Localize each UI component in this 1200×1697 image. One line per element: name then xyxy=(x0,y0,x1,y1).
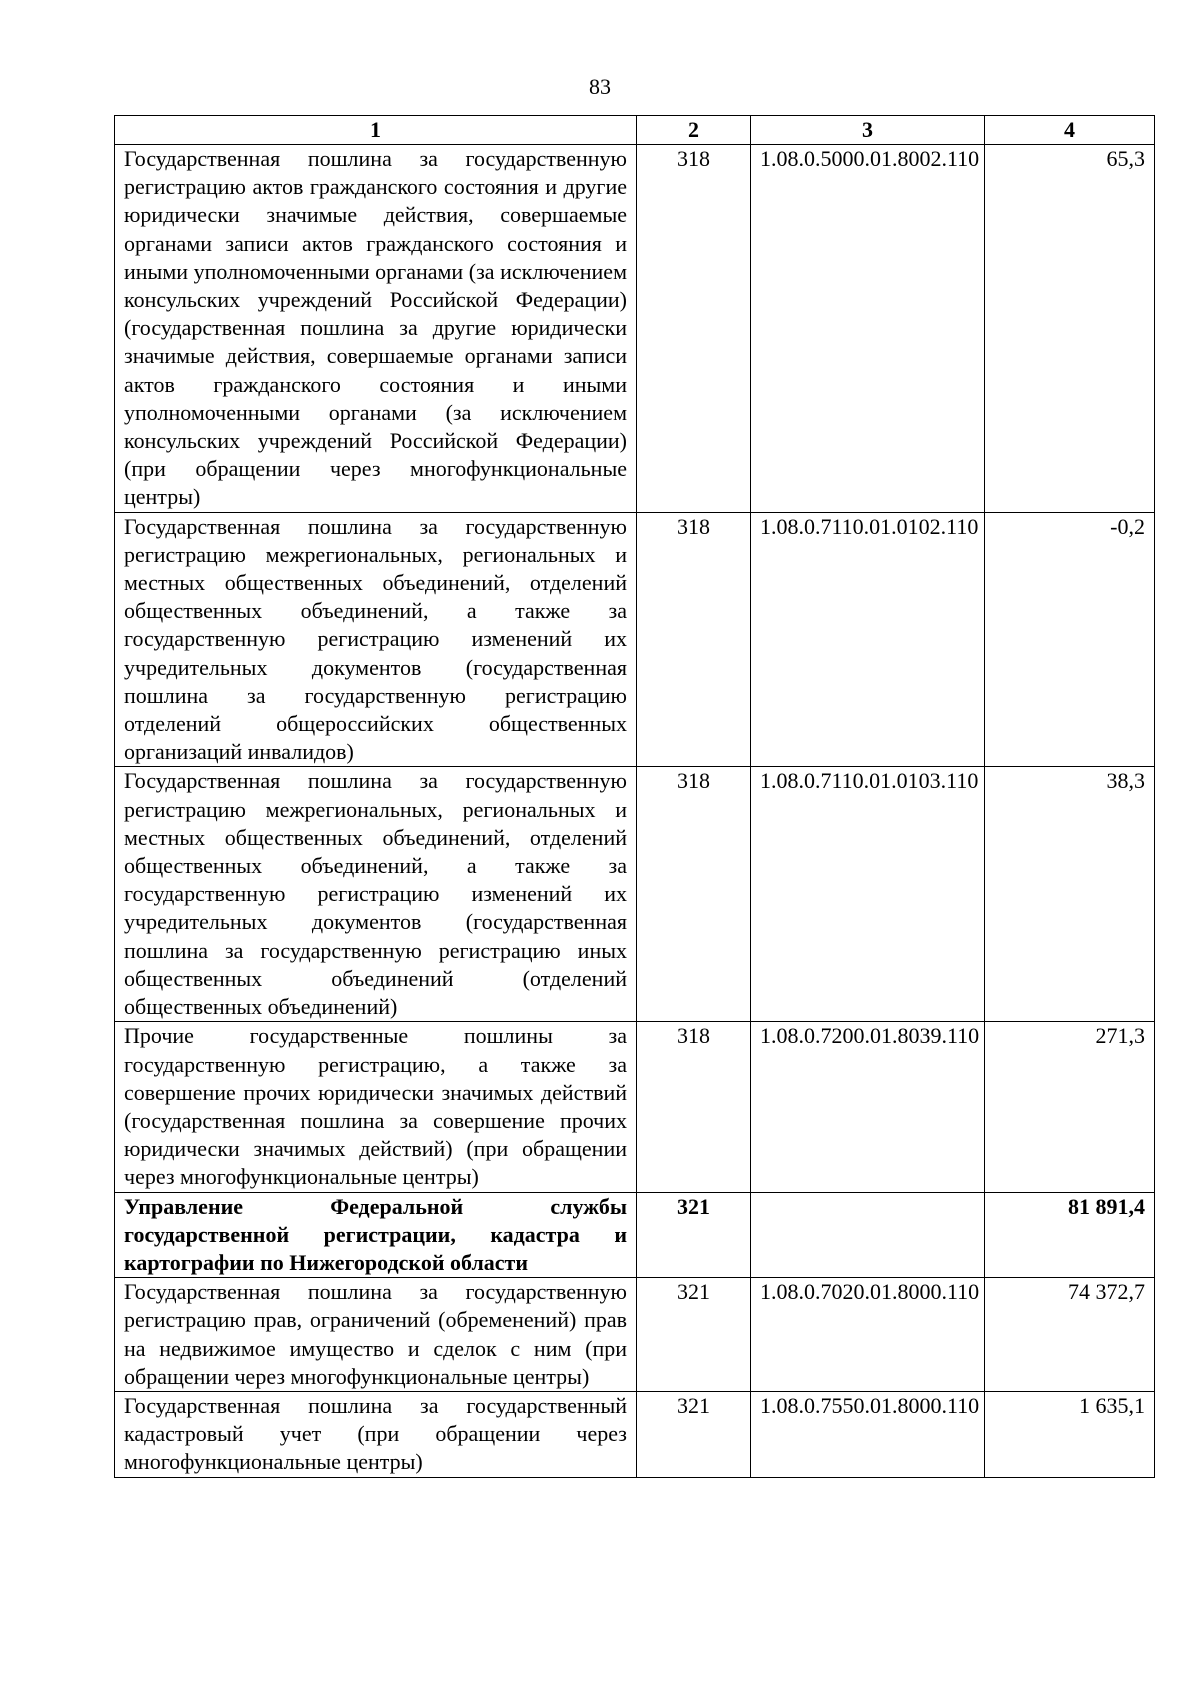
page-number: 83 xyxy=(589,74,611,99)
agency-name-cell: Управление Федеральной службы государственной регистрации, кадастра и картографии по Нижегородской области xyxy=(115,1192,637,1278)
admin-code-cell: 321 xyxy=(637,1391,751,1477)
amount-cell: 65,3 xyxy=(985,145,1155,513)
admin-code-cell: 318 xyxy=(637,512,751,767)
amount-cell: -0,2 xyxy=(985,512,1155,767)
table-row xyxy=(115,1278,1155,1392)
revenue-name-cell: Государственная пошлина за государственный кадастровый учет (при обращении через многофункциональные центры) xyxy=(115,1391,637,1477)
revenue-name-cell: Государственная пошлина за государственную регистрацию межрегиональных, региональных и местных общественных объединений, отделений общественных объединений, а также за государственную регистрацию изменений их учредительных документов (государственная пошлина за государственную регистрацию иных общественных объединений (отделений общественных объединений) xyxy=(115,767,637,1022)
header-row xyxy=(115,116,1155,145)
column-header-1: 1 xyxy=(115,116,637,145)
table-row-subtotal xyxy=(115,1192,1155,1278)
column-header-4: 4 xyxy=(985,116,1155,145)
budget-revenue-table xyxy=(114,115,1155,1478)
revenue-name-cell: Государственная пошлина за государственную регистрацию прав, ограничений (обременений) прав на недвижимое имущество и сделок с ним (при обращении через многофункциональные центры) xyxy=(115,1278,637,1392)
admin-code-cell: 321 xyxy=(637,1278,751,1392)
table-row xyxy=(115,145,1155,513)
admin-code-cell: 318 xyxy=(637,1022,751,1192)
column-header-3: 3 xyxy=(751,116,985,145)
amount-cell: 38,3 xyxy=(985,767,1155,1022)
admin-code-cell: 318 xyxy=(637,145,751,513)
amount-cell: 81 891,4 xyxy=(985,1192,1155,1278)
classification-code-cell xyxy=(751,1192,985,1278)
classification-code-cell: 1.08.0.7020.01.8000.110 xyxy=(751,1278,985,1392)
admin-code-cell: 318 xyxy=(637,767,751,1022)
amount-cell: 271,3 xyxy=(985,1022,1155,1192)
admin-code-cell: 321 xyxy=(637,1192,751,1278)
amount-cell: 1 635,1 xyxy=(985,1391,1155,1477)
amount-cell: 74 372,7 xyxy=(985,1278,1155,1392)
classification-code-cell: 1.08.0.7550.01.8000.110 xyxy=(751,1391,985,1477)
table-row xyxy=(115,512,1155,767)
revenue-name-cell: Государственная пошлина за государственную регистрацию межрегиональных, региональных и местных общественных объединений, отделений общественных объединений, а также за государственную регистрацию изменений их учредительных документов (государственная пошлина за государственную регистрацию отделений общероссийских общественных организаций инвалидов) xyxy=(115,512,637,767)
column-header-2: 2 xyxy=(637,116,751,145)
table-row xyxy=(115,767,1155,1022)
revenue-name-cell: Прочие государственные пошлины за государственную регистрацию, а также за совершение прочих юридически значимых действий (государственная пошлина за совершение прочих юридически значимых действий) (при обращении через многофункциональные центры) xyxy=(115,1022,637,1192)
revenue-name-cell: Государственная пошлина за государственную регистрацию актов гражданского состояния и другие юридически значимые действия, совершаемые органами записи актов гражданского состояния и иными уполномоченными органами (за исключением консульских учреждений Российской Федерации) (государственная пошлина за другие юридически значимые действия, совершаемые органами записи актов гражданского состояния и иными уполномоченными органами (за исключением консульских учреждений Российской Федерации) (при обращении через многофункциональные центры) xyxy=(115,145,637,513)
classification-code-cell: 1.08.0.7110.01.0102.110 xyxy=(751,512,985,767)
classification-code-cell: 1.08.0.7110.01.0103.110 xyxy=(751,767,985,1022)
classification-code-cell: 1.08.0.5000.01.8002.110 xyxy=(751,145,985,513)
classification-code-cell: 1.08.0.7200.01.8039.110 xyxy=(751,1022,985,1192)
table-row xyxy=(115,1391,1155,1477)
table-row xyxy=(115,1022,1155,1192)
